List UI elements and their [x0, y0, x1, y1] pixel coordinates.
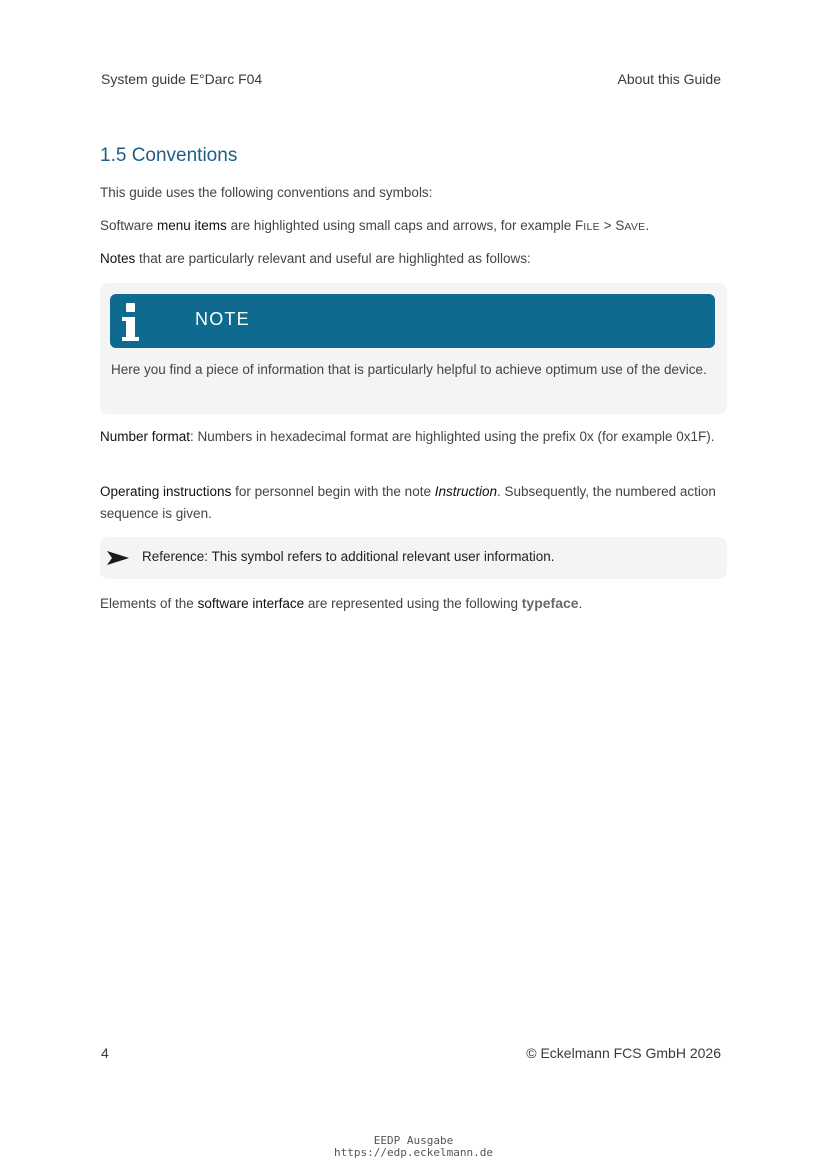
- stamp-line-2: https://edp.eckelmann.de: [334, 1146, 493, 1159]
- operating-post: . Subsequently, the numbered action sequence is given.: [100, 484, 716, 521]
- menu-separator: >: [599, 218, 616, 233]
- copyright: © Eckelmann FCS GmbH 2026: [526, 1045, 721, 1061]
- example-save-initial: S: [615, 218, 625, 233]
- triangle-arrow-icon: [106, 550, 130, 566]
- notes-text: that are particularly relevant and useful are highlighted as follows:: [135, 251, 531, 266]
- example-save-menu: [615, 218, 645, 233]
- stamp-line-1: EEDP Ausgabe: [373, 1134, 454, 1147]
- elements-paragraph: [100, 592, 720, 615]
- menu-items-post: .: [645, 218, 650, 233]
- intro-paragraph: This guide uses the following conventions and symbols:: [100, 185, 433, 200]
- menu-items-mid: are highlighted using small caps and arrows, for example: [226, 218, 575, 233]
- menu-items-term: menu items: [157, 218, 227, 233]
- menu-items-paragraph: [100, 215, 720, 238]
- header-chapter-title: About this Guide: [617, 71, 721, 87]
- menu-items-pre: Software: [100, 218, 158, 233]
- reference-desc: : This symbol refers to additional relevant user information.: [204, 549, 555, 564]
- page-number: 4: [101, 1045, 109, 1061]
- instruction-italic: Instruction: [434, 484, 497, 499]
- note-box: [100, 283, 727, 414]
- section-heading: 1.5 Conventions: [100, 145, 238, 166]
- operating-mid: for personnel begin with the note: [231, 484, 435, 499]
- number-format-term: Number format: [100, 429, 191, 444]
- note-title: NOTE: [195, 309, 250, 329]
- note-header-bar: [110, 294, 715, 348]
- example-file-initial: F: [575, 218, 584, 233]
- elements-post: .: [578, 596, 583, 611]
- elements-term: software interface: [197, 596, 305, 611]
- example-save-rest: AVE: [624, 221, 646, 233]
- notes-paragraph: [100, 248, 720, 270]
- reference-term: Reference: [142, 549, 205, 564]
- info-icon: [120, 302, 142, 342]
- number-format-paragraph: [100, 426, 720, 448]
- operating-term: Operating instructions: [100, 484, 232, 499]
- operating-instructions-paragraph: [100, 481, 720, 525]
- typeface-example: typeface: [521, 595, 579, 611]
- number-format-text: : Numbers in hexadecimal format are highlighted using the prefix 0x (for example 0x1F).: [190, 429, 715, 444]
- note-text: Here you find a piece of information that is particularly helpful to achieve optimum use of the device.: [111, 362, 707, 377]
- example-file-rest: ILE: [583, 221, 600, 233]
- elements-mid: are represented using the following: [304, 596, 522, 611]
- reference-text: [142, 549, 554, 564]
- example-file-menu: [575, 218, 600, 233]
- header-document-title: System guide E°Darc F04: [101, 71, 263, 87]
- notes-term: Notes: [100, 251, 136, 266]
- elements-pre: Elements of the: [100, 596, 198, 611]
- reference-box: [100, 537, 727, 579]
